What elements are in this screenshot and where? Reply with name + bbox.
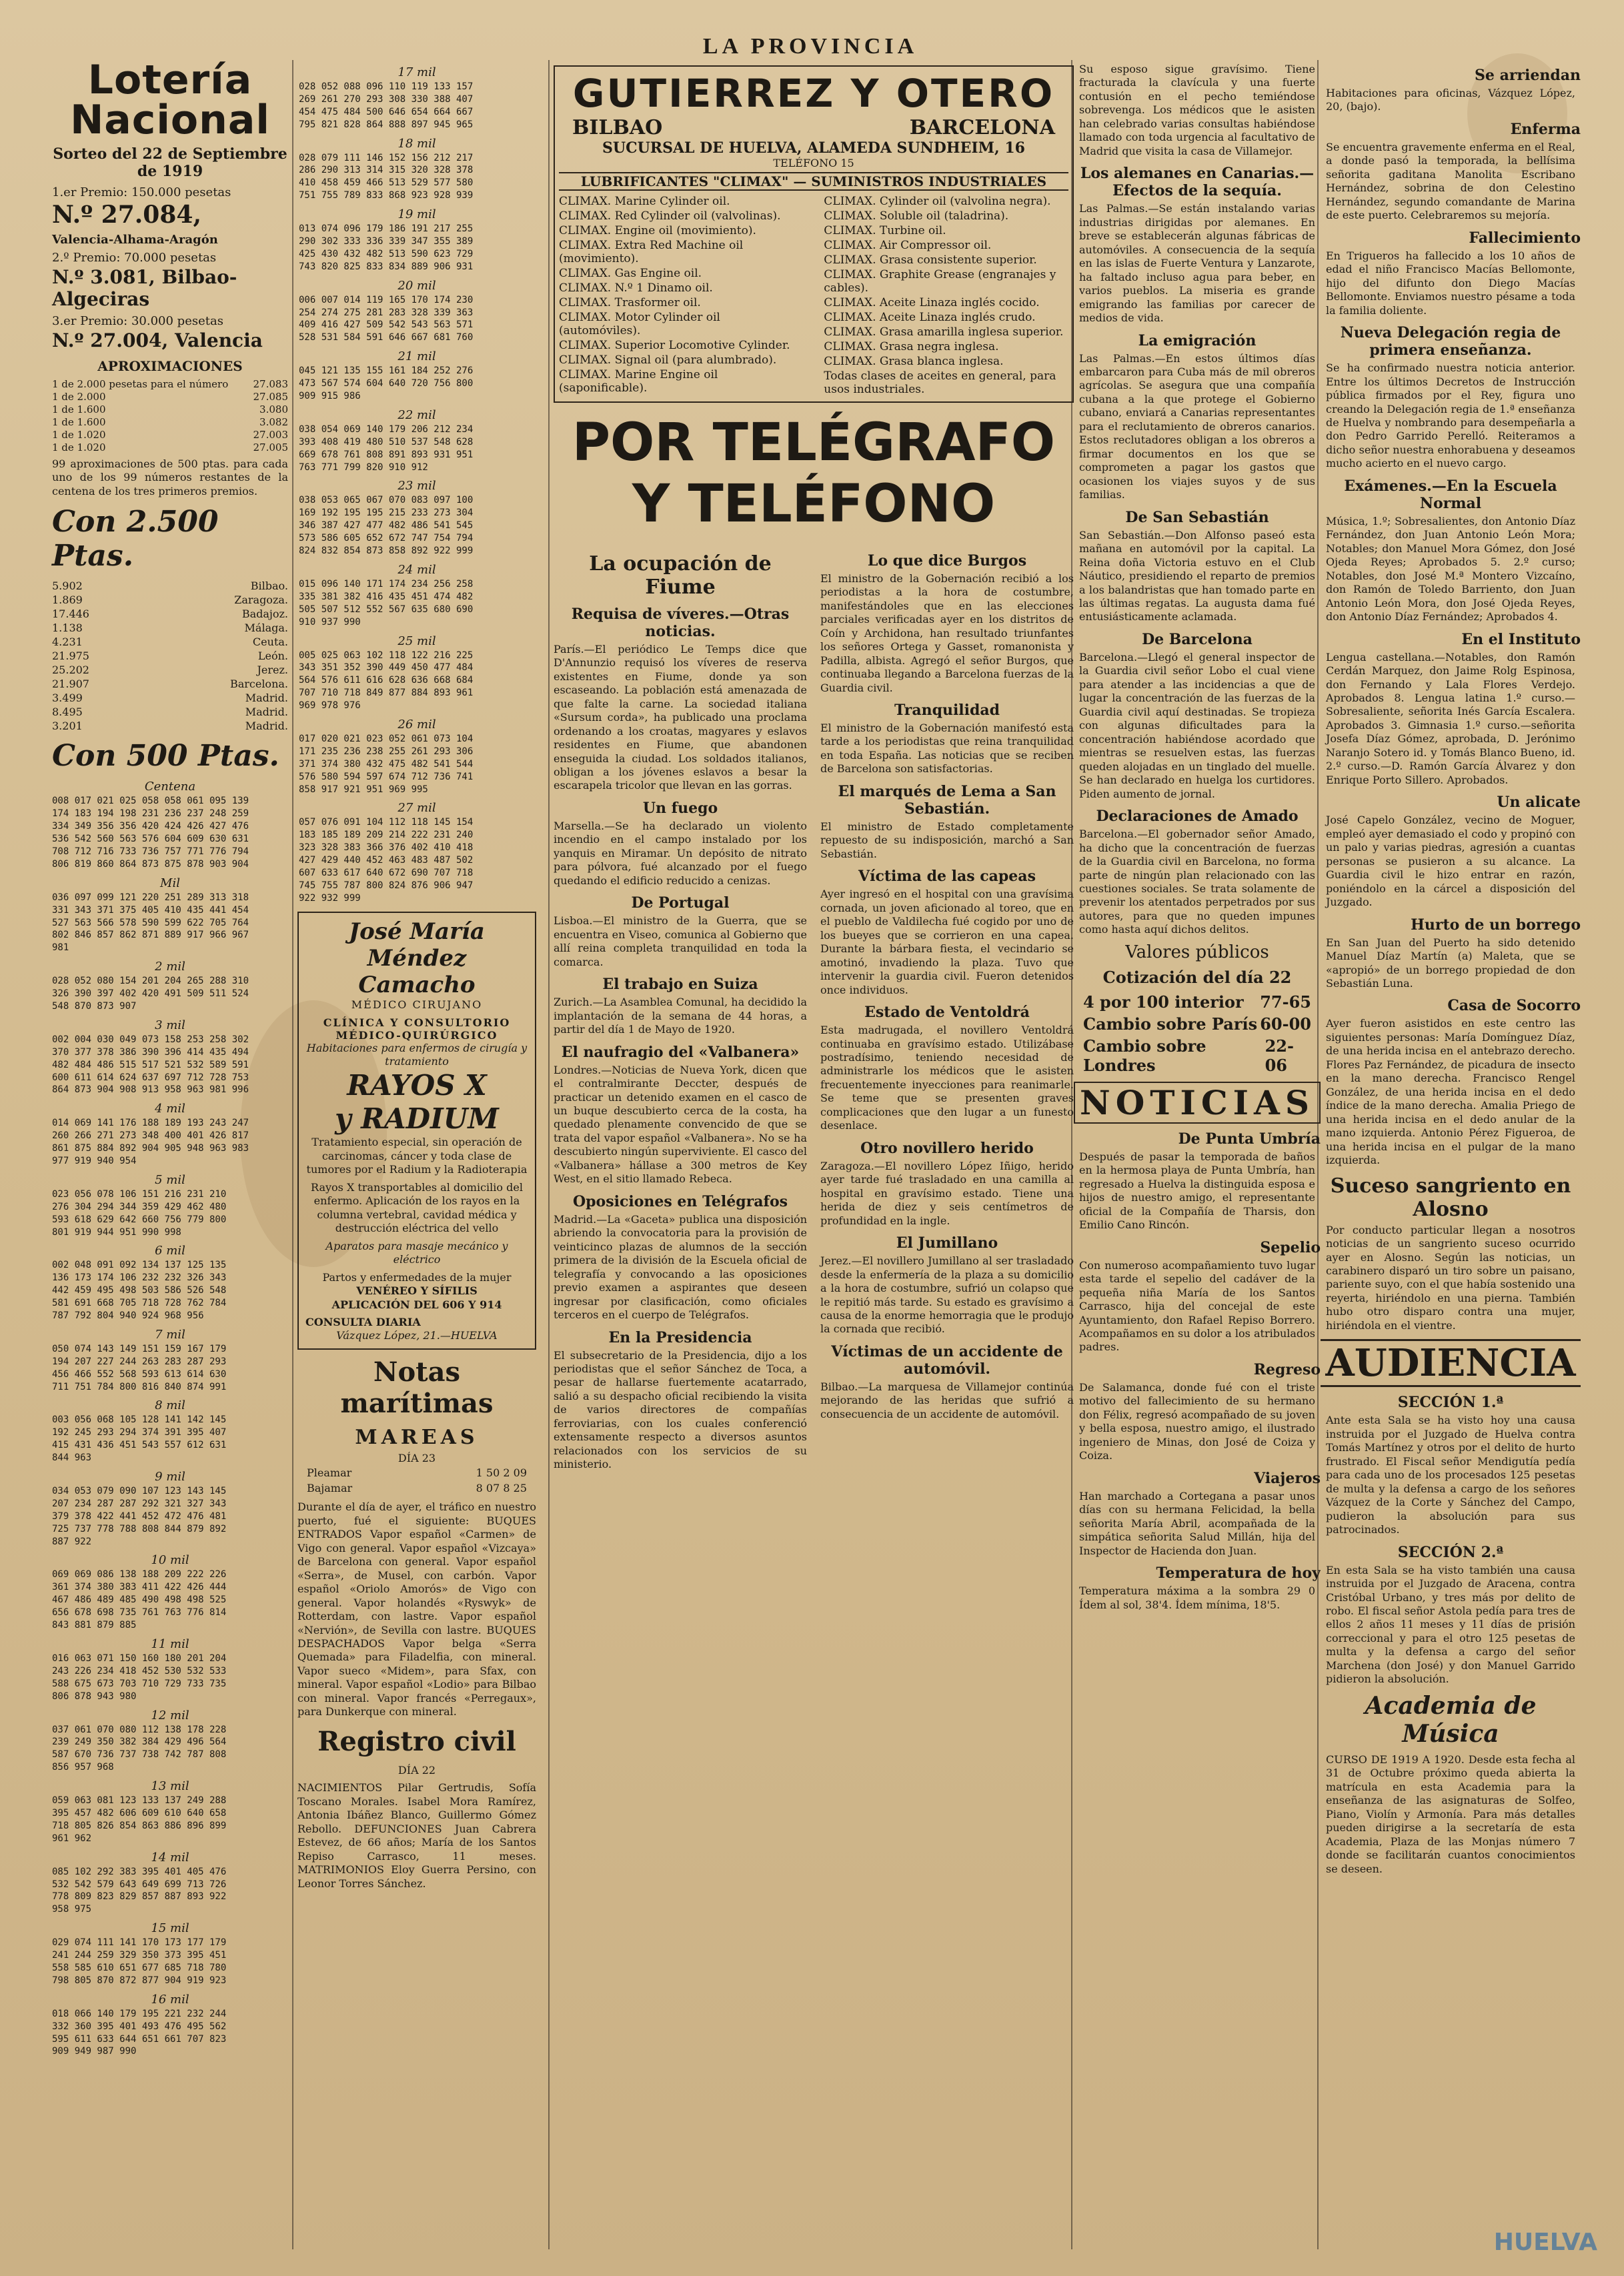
approx-label: 1 de 1.600 [52,416,106,428]
article-text: CURSO DE 1919 A 1920. Desde esta fecha al 31 de Octubre próximo queda abierta la matrícula en esta Academia para la enseñanza de las asignaturas de Solfeo, Piano, Violín y Armonía. Para más detalles pueden dirigirse a la secretaría de esta Academia, Plaza de las Monjas número 7 donde se facilitarán cuantos conocimientos se deseen. [1326,1753,1575,1875]
article-title: Suceso sangriento en Alosno [1330,1174,1571,1221]
first-prize-label: 1.er Premio: 150.000 pesetas [52,185,231,199]
rx-text-7: CONSULTA DIARIA [305,1315,421,1328]
city-name: Barcelona. [229,678,288,691]
number-block: 003 056 068 105 128 141 142 145 192 245 293 294 374 391 395 407 415 431 436 451 543 557 612 631 844 963 [52,1414,227,1464]
city-row [52,636,288,648]
registry-text: NACIMIENTOS Pilar Gertrudis, Sofía Toscano Morales. Isabel Mora Ramírez, Antonia Ibáñez Blanco, Guillermo Gómez Rebollo. DEFUNCIONES Juan Cabrera Estevez, de 66 años; María de los Santos Repiso Carrasco, 11 meses. MATRIMONIOS Eloy Guerra Persino, con Leonor Torres Sánchez. [297,1781,536,1890]
gutierrez-ad [554,65,1074,403]
article-title: Declaraciones de Amado [1096,808,1299,826]
lottery-title: Lotería Nacional [70,60,270,143]
approx-row [52,391,288,403]
article-title: Fallecimiento [1469,229,1581,247]
product-item: CLIMAX. Engine oil (movimiento). [559,224,756,237]
stock-value: 77-65 [1260,992,1311,1012]
approx-row [52,441,288,453]
city-row [52,650,288,662]
product-item: CLIMAX. Aceite Linaza inglés cocido. [824,296,1040,309]
pleamar-value: 1 50 2 09 [476,1466,527,1480]
city-name: Madrid. [245,720,288,733]
stock-row [1083,992,1311,1012]
approx-heading: APROXIMACIONES [97,358,243,374]
approx-label: 1 de 1.600 [52,403,106,415]
product-item: CLIMAX. Graphite Grease (engranajes y cables). [824,268,1056,295]
pleamar-label: Pleamar [307,1466,352,1480]
city-number: 25.202 [52,664,89,677]
product-item: CLIMAX. Marine Engine oil (saponificable). [559,368,718,395]
tides-heading: MAREAS [355,1425,479,1449]
article-title: Enferma [1510,120,1581,138]
city-number: 4.231 [52,636,83,649]
academia-heading: Academia de Música [1365,1691,1537,1748]
mil-heading: 9 mil [155,1470,185,1484]
article-title: Oposiciones en Telégrafos [572,1192,788,1210]
city-number: 1.869 [52,594,83,607]
rx-text-6: APLICACIÓN DEL 606 Y 914 [331,1298,502,1311]
article-text: París.—El periódico Le Temps dice que D'Annunzio requisó los víveres de reserva existentes en Fiume, donde ya son escaseando. La población está amenazada de que falte la carne. La sociedad italiana «Sursum corda», ha publicado una proclama ordenando a los croatas, magyares y eslavos residentes en Fiume, que abandonen enseguida la ciudad. Los soldados italianos, obligan a los jóvenes eslavos a besar la escarapela tricolor que llevan en las gorras. [554,642,807,792]
number-block: 005 025 063 102 118 122 216 225 343 351 352 390 449 450 477 484 564 576 611 616 628 636 668 684 707 710 718 849 877 884 893 961 969 978 976 [299,650,474,712]
article-title: Casa de Socorro [1447,997,1581,1015]
stock-row [1083,1014,1311,1034]
clinic-note: Habitaciones para enfermos de cirugía y tratamiento [306,1041,528,1068]
product-item: CLIMAX. Motor Cylinder oil (automóviles). [559,311,720,337]
city-name: Madrid. [245,692,288,705]
city-row [52,664,288,676]
city-name: Bilbao. [250,580,288,593]
third-prize-number: N.º 27.004, Valencia [52,329,263,351]
mil-heading: 18 mil [397,136,436,151]
mil-heading: 26 mil [397,717,436,732]
mil-heading: 17 mil [397,65,436,79]
con-2500-heading: Con 2.500 Ptas. [52,505,219,574]
approx-label: 1 de 1.020 [52,441,106,453]
archive-watermark: HUELVA [1493,2229,1597,2256]
article-text: En esta Sala se ha visto también una causa instruida por el Juzgado de Aracena, contra Cristóbal Urbano, y tres más por delito de robo. El fiscal señor Astola pedía para tres de ellos 2 años 11 meses y 11 días de prisión correccional y para el otro 125 pesetas de multa y la defensa a cargo del señor Marchena (don José) y don Manuel Garrido pidieron la absolución. [1326,1563,1575,1686]
article-text: San Sebastián.—Don Alfonso paseó esta mañana en automóvil por la capital. La Reina doña Victoria estuvo en el Club Náutico, presidiendo el reparto de premios a los balandristas que han tomado parte en las últimas regatas. La augusta dama fué entusiásticamente aclamada. [1079,528,1315,624]
city-name: Madrid. [245,706,288,719]
mil-heading: 3 mil [155,1018,185,1032]
number-block: 014 069 141 176 188 189 193 243 247 260 266 271 273 348 400 401 426 817 861 875 884 892 904 905 948 963 983 977 919 940 954 [52,1118,249,1166]
product-item: CLIMAX. N.º 1 Dinamo oil. [559,281,713,295]
mil-heading: 12 mil [151,1708,189,1723]
number-block: 038 054 069 140 179 206 212 234 393 408 419 480 510 537 548 628 669 678 761 808 891 893 931 951 763 771 799 820 910 912 [299,423,474,473]
column-lottery-cont [293,60,540,2249]
article-text: Lengua castellana.—Notables, don Ramón Cerdán Marquez, don Jaime Rolg Espinosa, don Fernando y Lala Flores Verdejo. Aprobados 8. Lengua latina 1.º curso.—Sobresaliente, señorita Inés García Escalera. Aprobados 3. Gimnasia 1.º curso.—señorita Josefa Díaz Gómez, aprobada, D. Jerónimo Naranjo Sotero id. y Tomás Blanco Bueno, id. 2.º curso.—D. Ramón García Álvarez y don Enrique Porto Sillero. Aprobados. [1326,650,1575,786]
city-number: 1.138 [52,622,83,635]
article-text: Habitaciones para oficinas, Vázquez López, 20, (bajo). [1326,87,1575,113]
company-name: GUTIERREZ Y OTERO [572,71,1055,116]
news-col-left [554,545,807,1472]
city-row [52,706,288,718]
city-name: Jerez. [257,664,288,677]
approx-row [52,378,288,390]
city-number: 3.201 [52,720,83,733]
mil-heading: 15 mil [151,1921,189,1936]
article-text: Música, 1.º; Sobresalientes, don Antonio Díaz Fernández, don Juan Antonio León Mora; Notables; don Manuel Mora Gómez, don José Ojeda Reyes; Aprobados 5. 2.º curso; Notables, don José M.ª Montero Vizcaíno, don Ramón de Toledo Barriento, don Juan Antonio León Mora, don José Ojeda Reyes, don Antonio Díaz Fernández; Aprobados 4. [1326,514,1575,624]
article-title: Temperatura de hoy [1156,1564,1321,1582]
product-item: CLIMAX. Aceite Linaza inglés crudo. [824,311,1036,324]
mil-heading: Mil [160,876,180,890]
product-item: CLIMAX. Cylinder oil (valvolina negra). [824,195,1051,208]
doctor-ad [297,912,536,1350]
article-text: Barcelona.—El gobernador señor Amado, ha dicho que la concentración de fuerzas de la Guardia civil en Barcelona, no forma parte de ningún plan relacionado con las cuestiones sociales. Se trata solamente de prevenir los atentados perpetrados por sus autores, para que no queden impunes como hasta aquí dichos delitos. [1079,828,1315,936]
city-left: BILBAO [572,116,663,139]
bajamar-label: Bajamar [307,1481,353,1494]
product-item: CLIMAX. Signal oil (para alumbrado). [559,353,777,367]
column-lottery [47,60,293,2249]
company-cities [559,116,1068,139]
product-item: CLIMAX. Gas Engine oil. [559,267,702,280]
number-block: 059 063 081 123 133 137 249 288 395 457 482 606 609 610 640 658 718 805 826 854 863 886 896 899 961 962 [52,1795,227,1844]
number-block: 008 017 021 025 058 058 061 095 139 174 183 194 198 231 236 237 248 259 334 349 356 356 420 424 426 427 476 536 542 560 563 576 604 609 630 631 708 712 716 733 736 757 771 776 794 806 819 860 864 873 875 878 903 904 [52,796,249,870]
article-text: Esta madrugada, el novillero Ventoldrá continuaba en gravísimo estado. Utilizábase postradísimo, teniendo necesidad de administrarle los médicos que le asisten frecuentemente inyecciones para reanimarle. Se teme que se presenten graves complicaciones que den lugar a un funesto desenlace. [820,1024,1074,1132]
article-text: Las Palmas.—Se están instalando varias industrias dirigidas por alemanes. En breve se establecerán algunas fábricas de automóviles. A consecuencia de la sequía en las islas de Fuerte Ventura y Lanzarote, ha faltado incluso agua para beber, en varios pueblos. La miseria es grande emigrando las familias por carecer de medios de vida. [1079,202,1315,325]
mil-heading: 22 mil [397,407,436,422]
telegraph-heading-2: Y TELÉFONO [632,473,996,534]
stock-value: 22-06 [1265,1036,1294,1075]
approx-number: 27.003 [253,429,288,441]
news-col-right [820,545,1074,1472]
first-prize-number: N.º 27.084, [52,201,201,229]
rayos-x-heading: RAYOS X [347,1068,487,1102]
article-title: Nueva Delegación regia de primera enseñanza. [1340,324,1561,359]
approx-number: 3.082 [259,416,288,428]
number-block: 036 097 099 121 220 251 289 313 318 331 343 371 375 405 410 435 441 454 527 563 566 578 590 599 622 705 764 802 846 857 862 871 889 917 966 967 981 [52,892,249,954]
article-text: En San Juan del Puerto ha sido detenido Manuel Díaz Martín (a) Maleta, que se «apropió» de un borrego propiedad de don Sebastián Luna. [1326,936,1575,990]
mil-heading: 14 mil [151,1850,189,1865]
number-block: 085 102 292 383 395 401 405 476 532 542 579 643 649 699 713 726 778 809 823 829 857 887 893 922 958 975 [52,1866,227,1915]
mil-heading: 8 mil [155,1398,185,1413]
stock-subheading: Cotización del día 22 [1102,967,1292,987]
number-block: 015 096 140 171 174 234 256 258 335 381 382 416 435 451 474 482 505 507 512 552 567 635 680 690 910 937 990 [299,578,474,628]
second-prize-number: N.º 3.081, Bilbao-Algeciras [52,266,237,310]
article-text: Las Palmas.—En estos últimos días embarcaron para Cuba más de mil obreros agrícolas. Se asegura que una compañía cubana a la que protege el Gobierno cubano, enviará a Canarias representantes para el reclutamiento de obreros canarios. Estos reclutadores obligan a los obreros a firmar documentos en los que se comprometen a pagar los gastos que ocasionen los viajes suyos y de sus familias. [1079,351,1315,501]
city-row [52,608,288,620]
section-heading: SECCIÓN 1.ª [1397,1394,1504,1412]
product-item: CLIMAX. Soluble oil (taladrina). [824,209,1009,223]
city-number: 3.499 [52,692,83,705]
approx-number: 27.005 [253,441,288,453]
city-name: Ceuta. [252,636,288,649]
approx-row [52,416,288,428]
noticias-heading: NOTICIAS [1074,1082,1321,1124]
city-row [52,580,288,592]
article-text: José Capelo González, vecino de Moguer, empleó ayer demasiado el codo y propinó con un palo y varias piedras, agresión a cuantas personas se pusieron a su alcance. La Guardia civil le hizo entrar en razón, poniéndolo en la cárcel a disposición del Juzgado. [1326,814,1575,909]
city-name: Badajoz. [241,608,288,621]
article-title: La emigración [1138,331,1257,349]
mil-heading: 2 mil [155,960,185,974]
city-row [52,622,288,634]
article-title: De Portugal [631,894,730,912]
mil-heading: 6 mil [155,1244,185,1258]
number-block: 050 074 143 149 151 159 167 179 194 207 227 244 263 283 287 293 456 466 552 568 593 613 614 630 711 751 784 800 816 840 874 991 [52,1343,227,1392]
rx-address: Vázquez López, 21.—HUELVA [336,1329,498,1342]
article-text: Madrid.—La «Gaceta» publica una disposición abriendo la convocatoria para la provisión de veinticinco plazas de alumnos de la sección primera de la división de la Escuela oficial de telegrafía y convocando a las oposiciones previo examen a aspirantes que deseen ingresar por clasificación, como oficiales terceros en el cuerpo de Telégrafos. [554,1212,807,1322]
registry-heading: Registro civil [317,1725,516,1757]
article-text: Con numeroso acompañamiento tuvo lugar esta tarde el sepelio del cadáver de la pequeña niña María de los Santos Carrasco, hija del concejal de este Ayuntamiento, don Rafael Repiso Borrero. Acompañamos en su dolor a los atribulados padres. [1079,1258,1315,1354]
tides-day: DÍA 23 [397,1451,436,1464]
article-title: El marqués de Lema a San Sebastián. [838,782,1056,818]
number-block: 002 004 030 049 073 158 253 258 302 370 377 378 386 390 396 414 435 494 482 484 486 515 517 521 532 589 591 600 611 614 624 637 697 712 728 753 864 873 904 908 913 958 963 981 996 [52,1034,249,1096]
article-text: Londres.—Noticias de Nueva York, dicen que el contralmirante Deccter, después de practicar un detenido examen en el casco de un buque descubierto cerca de la costa, ha quedado plenamente convencido de que se trata del vapor español «Valbanera». No se ha descubierto ningún superviviente. El casco del «Valbanera» hállase a 300 metros de Key West, en el sitio llamado Rebeca. [554,1063,807,1186]
city-name: León. [257,650,288,663]
article-text: El ministro de la Gobernación manifestó esta tarde a los periodistas que reina tranquilidad en toda España. Las noticias que se reciben de Barcelona son satisfactorias. [820,722,1074,776]
product-item: CLIMAX. Extra Red Machine oil (movimiento). [559,239,744,265]
approx-row [52,403,288,415]
article-text: Temperatura máxima a la sombra 29 0 Ídem al sol, 38'4. Ídem mínima, 18'5. [1079,1584,1315,1611]
city-number: 21.975 [52,650,89,663]
stock-row [1083,1036,1311,1075]
article-text: Se encuentra gravemente enferma en el Real, a donde pasó la temporada, la bellísima señorita gaditana Manolita Escribano Hernández, sobrina de don Celestino Hernández, segundo comandante de Marina de este puerto. Celebraremos su mejoría. [1326,140,1575,222]
column-local [1321,60,1581,2249]
article-text: Ayer ingresó en el hospital con una gravísima cornada, un joven aficionado al toreo, que en el pueblo de Valdilecha fué cogido por uno de los bueyes que se corrieron en una capea. Durante la bárbara fiesta, el vecindario se amotinó, invadiendo la plaza. Tuvo que intervenir la guardia civil. Fueron detenidos once individuos. [820,888,1074,996]
clinic-name: CLÍNICA Y CONSULTORIO MÉDICO-QUIRÚRGICO [323,1016,511,1042]
product-item: CLIMAX. Grasa blanca inglesa. [824,355,1004,368]
mil-heading: 13 mil [151,1779,189,1794]
rx-text: Tratamiento especial, sin operación de carcinomas, cáncer y toda clase de tumores por el Radium y la Radioterapia [306,1136,528,1176]
maritime-text: Durante el día de ayer, el tráfico en nuestro puerto, fué el siguiente: BUQUES ENTRADOS Vapor español «Carmen» de Vigo con general. Vapor español «Vizcaya» de Barcelona con general. Vapor español «Serra», de Musel, con carbón. Vapor español «Oriolo Amorós» de Vigo con general. Vapor holandés «Ryswyk» de Rotterdam, con lastre. Vapor español «Nervión», de Sevilla con lastre. BUQUES DESPACHADOS Vapor belga «Serra Quemada» para Filadelfia, con mineral. Vapor sueco «Midem», para Sfax, con mineral. Vapor español «Lodio» para Bilbao con mineral. Vapor francés «Perregaux», para Dunkerque con mineral. [297,1500,536,1719]
stock-label: Cambio sobre Londres [1083,1036,1206,1075]
stock-heading: Valores públicos [1125,942,1269,962]
number-block: 006 007 014 119 165 170 174 230 254 274 275 281 283 328 339 363 409 416 427 509 542 543 563 571 528 531 584 591 646 667 681 760 [299,294,474,343]
approx-label: 1 de 2.000 [52,391,106,403]
doctor-title: MÉDICO CIRUJANO [351,998,483,1011]
pleamar-row [307,1466,527,1480]
radium-heading: y RADIUM [335,1102,499,1135]
stock-label: Cambio sobre París [1083,1014,1258,1034]
number-block: 028 052 080 154 201 204 265 288 310 326 390 397 402 420 491 509 511 524 548 870 873 907 [52,976,249,1012]
city-number: 21.907 [52,678,89,691]
newspaper-name: LA PROVINCIA [702,34,918,59]
mil-heading: 24 mil [397,562,436,577]
article-title: Regreso [1253,1360,1321,1378]
city-right: BARCELONA [909,116,1055,139]
third-prize-label: 3.er Premio: 30.000 pesetas [52,314,223,328]
mil-heading: 5 mil [155,1172,185,1187]
article-title: El Jumillano [896,1234,998,1252]
product-item: Todas clases de aceites en general, para usos industriales. [824,369,1056,396]
doctor-name: José María Méndez Camacho [349,918,485,998]
mil-heading: 19 mil [397,207,436,222]
article-text: Bilbao.—La marquesa de Villamejor continúa mejorando de las heridas que sufrió a consecuencia de un accidente de automóvil. [820,1380,1074,1420]
article-title: Hurto de un borrego [1411,916,1581,934]
con-500-heading: Con 500 Ptas. [52,739,279,774]
article-title: El naufragio del «Valbanera» [561,1043,800,1061]
article-text: Zurich.—La Asamblea Comunal, ha decidido la implantación de la semana de 44 horas, a partir del día 1 de Mayo de 1920. [554,996,807,1036]
number-block: 028 079 111 146 152 156 212 217 286 290 313 314 315 320 328 378 410 458 459 466 513 529 577 580 751 755 789 833 868 923 928 939 [299,152,474,201]
lottery-draw-date: Sorteo del 22 de Septiembre de 1919 [53,145,287,180]
article-title: El trabajo en Suiza [602,976,758,994]
city-row [52,720,288,732]
city-number: 17.446 [52,608,89,621]
number-block: 016 063 071 150 160 180 201 204 243 226 234 418 452 530 532 533 588 675 673 703 710 729 733 735 806 878 943 980 [52,1652,227,1702]
article-title: Estado de Ventoldrá [864,1004,1030,1022]
stock-label: 4 por 100 interior [1083,992,1244,1012]
mil-heading: 16 mil [151,1992,189,2007]
company-phone: TELÉFONO 15 [773,157,854,169]
mil-heading: 21 mil [397,349,436,364]
article-title: Un fuego [642,799,718,817]
mil-heading: 4 mil [155,1102,185,1116]
article-title: Sepelio [1260,1238,1321,1256]
cities-list [47,580,293,732]
article-text: Lisboa.—El ministro de la Guerra, que se encuentra en Viseo, comunica al Gobierno que allí reina completa tranquilidad en toda la comarca. [554,914,807,968]
article-text: Barcelona.—Llegó el general inspector de la Guardia civil señor Lobo el cual viene para atender a las incidencias a que de lugar la concentración de las fuerzas de la Guardia civil aquí destinadas. Se tropieza con algunas dificultades para la concentración habiéndose acordado que mientras se resuelven estas, las fuerzas queden alojadas en un tinglado del muelle. Se han declarado en huelga los curtidores. Piden aumento de jornal. [1079,650,1315,800]
number-block: 037 061 070 080 112 138 178 228 239 249 350 382 384 429 496 564 587 670 736 737 738 742 787 808 856 957 968 [52,1724,227,1773]
article-text: Jerez.—El novillero Jumillano al ser trasladado desde la enfermería de la plaza a su domicilio a la hora de costumbre, sufrió un colapso que le repitió más tarde. Su estado es gravísimo a causa de la enorme hemorragia que le produjo la cornada que recibió. [820,1254,1074,1336]
approx-label: 1 de 1.020 [52,429,106,441]
bajamar-value: 8 07 8 25 [476,1481,527,1494]
rx-text-2: Rayos X transportables al domicilio del enfermo. Aplicación de los rayos en la columna vertebral, cavidad médica y destrucción eléctrica del vello [311,1180,523,1235]
number-block: 069 069 086 138 188 209 222 226 361 374 380 383 411 422 426 444 467 486 489 485 490 498 498 525 656 678 698 735 761 763 776 814 843 881 879 885 [52,1569,227,1631]
product-item: CLIMAX. Grasa negra inglesa. [824,340,999,353]
audiencia-heading: AUDIENCIA [1321,1339,1581,1387]
stock-value: 60-00 [1260,1014,1311,1034]
article-text: El subsecretario de la Presidencia, dijo a los periodistas que el señor Sánchez de Toca, a pesar de hallarse fuertemente acatarrado, salió a su despacho oficial recibiendo la visita de varios directores de compañías ferroviarias, con los cuales conferenció extensamente respecto a diversos asuntos relacionados con los servicios de su ministerio. [554,1348,807,1471]
number-block: 045 121 135 155 161 184 252 276 473 567 574 604 640 720 756 800 909 915 986 [299,365,474,402]
rx-text-4: Partos y enfermedades de la mujer [322,1270,512,1284]
article-text: Han marchado a Cortegana a pasar unos días con su hermana Felicidad, la bella señorita María Abril, acompañada de la simpática señorita Salud Millán, hija del Inspector de Hacienda don Juan. [1079,1489,1315,1557]
article-text: De Salamanca, donde fué con el triste motivo del fallecimiento de su hermano don Félix, regresó acompañado de su joven y bella esposa, nuestro amigo, el ilustrado ingeniero de Minas, don José de Coiza y Coiza. [1079,1380,1315,1462]
article-title: Los alemanes en Canarias.—Efectos de la sequía. [1080,165,1315,200]
mil-heading: 10 mil [151,1553,189,1568]
number-block: 023 056 078 106 151 216 231 210 276 304 294 344 359 429 462 480 593 618 629 642 660 756 779 800 801 919 944 951 990 998 [52,1188,227,1238]
bajamar-row [307,1482,527,1495]
article-title: Lo que dice Burgos [867,551,1027,570]
city-name: Zaragoza. [234,594,288,607]
mil-heading: 20 mil [397,278,436,293]
registry-day: DÍA 22 [397,1763,436,1777]
second-prize-label: 2.º Premio: 70.000 pesetas [52,251,217,265]
article-text: En Trigueros ha fallecido a los 10 años de edad el niño Francisco Macías Bellomonte, hijo del difunto don Diego Macías Bellomonte. Enviamos nuestro pésame a toda la familia doliente. [1326,249,1575,317]
column-rule [548,60,550,2249]
city-row [52,594,288,606]
article-title: En el Instituto [1461,630,1581,648]
article-title: De San Sebastián [1125,508,1269,526]
branch-address: SUCURSAL DE HUELVA, ALAMEDA SUNDHEIM, 16 [602,139,1025,157]
article-title: Exámenes.—En la Escuela Normal [1344,477,1557,512]
rx-text-5: VENÉREO Y SÍFILIS [356,1284,478,1298]
number-block: 002 048 091 092 134 137 125 135 136 173 174 106 232 232 326 343 442 459 495 498 503 586 526 548 581 691 668 705 718 728 762 784 787 792 804 940 924 968 956 [52,1260,227,1322]
article-text: Ante esta Sala se ha visto hoy una causa instruida por el Juzgado de Huelva contra Tomás Martínez y otros por el delito de hurto frustrado. El Fiscal señor Mendigutía pedía para cada uno de los procesados 125 pesetas de multa y la defensa a cargo de los señores Vázquez de la Corte y Sánchez del Campo, pudieron la absolución para sus patrocinados. [1326,1414,1575,1536]
article-text: Por conducto particular llegan a nosotros noticias de un sangriento suceso ocurrido ayer en Alosno. Según las noticias, un carabinero disparó un tiro sobre un paisano, pariente suyo, con el que había sostenido una reyerta, hiriéndolo en una pierna. También hubo otro disparo contra una mujer, hiriéndola en el vientre. [1326,1223,1575,1332]
article-subtitle: Requisa de víveres.—Otras noticias. [571,605,790,640]
approx-note: 99 aproximaciones de 500 ptas. para cada uno de los 99 números restantes de la centena de los tres primeros premios. [52,457,288,497]
mil-heading: 11 mil [151,1636,189,1651]
products-right [824,193,1068,397]
article-text: Zaragoza.—El novillero López Iñigo, herido ayer tarde fué trasladado en una camilla al hospital en gravísimo estado. Tiene una herida de diez y seis centímetros de profundidad en la ingle. [820,1159,1074,1227]
city-row [52,692,288,704]
products-list [559,193,1068,397]
stock-table [1074,992,1321,1075]
product-item: CLIMAX. Superior Locomotive Cylinder. [559,339,790,352]
products-left [559,193,804,397]
lubricants-line: LUBRIFICANTES "CLIMAX" — SUMINISTROS INDUSTRIALES [559,172,1068,191]
article-title: De Punta Umbría [1178,1130,1321,1148]
mil-heading: 27 mil [397,801,436,816]
article-text: Su esposo sigue gravísimo. Tiene fracturada la clavícula y una fuerte contusión en el pecho temiéndose sobrevenga. Los médicos que le asisten han celebrado varias consultas habiéndose llamado con toda urgencia al facultativo de Madrid que visita la casa de Villamejor. [1079,63,1315,157]
article-text: Después de pasar la temporada de baños en la hermosa playa de Punta Umbría, han regresado a Huelva la distinguida esposa e hijos de nuestro amigo, el representante oficial de la Compañía de Tharsis, don Emilio Cano Rincón. [1079,1150,1315,1232]
number-block: 013 074 096 179 186 191 217 255 290 302 333 336 339 347 355 389 425 430 432 482 513 590 623 729 743 820 825 833 834 889 906 931 [299,223,474,272]
product-item: CLIMAX. Turbine oil. [824,224,946,237]
product-item: CLIMAX. Grasa consistente superior. [824,253,1037,267]
product-item: CLIMAX. Air Compressor oil. [824,239,992,252]
maritime-heading: Notas marítimas [340,1356,494,1419]
article-text: Marsella.—Se ha declarado un violento incendio en el campo instalado por los yanquis en Miramar. Un depósito de nitrato para pólvora, fué alcanzado por el fuego quedando el edificio reducido a cenizas. [554,819,807,887]
number-block: 038 053 065 067 070 083 097 100 169 192 195 195 215 233 273 304 346 387 427 477 482 486 541 545 573 586 605 652 672 747 754 794 824 832 854 873 858 892 922 999 [299,495,474,557]
number-block: 018 066 140 179 195 221 232 244 332 360 395 401 493 476 495 562 595 611 633 644 651 661 707 823 909 949 987 990 [52,2008,227,2057]
city-name: Málaga. [244,622,288,635]
article-title: Viajeros [1254,1469,1321,1487]
article-title: Víctimas de un accidente de automóvil. [831,1342,1063,1378]
approx-number: 27.083 [253,378,288,390]
product-item: CLIMAX. Trasformer oil. [559,296,701,309]
centena-heading: Centena [144,780,196,794]
article-text: El ministro de la Gobernación recibió a los periodistas a la hora de costumbre, manifestándoles que en las elecciones parciales verificadas ayer en los distritos de Coín y Archidona, han resultado triunfantes los señores Ortega y Gasset, romanonista y Padilla, albista. Agregó el señor Burgos, que continuaba llegando a Barcelona fuerzas de la Guardia civil. [820,572,1074,694]
article-title: Otro novillero herido [860,1139,1034,1157]
news-columns [554,545,1074,1472]
column-news [1074,60,1321,2249]
article-title: Un alicate [1497,794,1581,812]
number-block: 028 052 088 096 110 119 133 157 269 261 270 293 308 330 388 407 454 475 484 500 646 654 664 667 795 821 828 864 888 897 945 965 [299,81,474,130]
number-block: 029 074 111 141 170 173 177 179 241 244 259 329 350 373 395 451 558 585 610 651 677 685 718 780 798 805 870 872 877 904 919 923 [52,1937,227,1986]
approx-number: 3.080 [259,403,288,415]
product-item: CLIMAX. Grasa amarilla inglesa superior. [824,325,1064,339]
telegraph-heading-1: POR TELÉGRAFO [572,413,1056,473]
mil-heading: 7 mil [155,1327,185,1342]
city-number: 5.902 [52,580,83,593]
article-title: En la Presidencia [608,1328,752,1346]
approx-row [52,429,288,441]
product-item: CLIMAX. Red Cylinder oil (valvolinas). [559,209,781,223]
city-row [52,678,288,690]
approx-number: 27.085 [253,391,288,403]
number-block: 057 076 091 104 112 118 145 154 183 185 189 209 214 222 231 240 323 328 383 366 376 402 410 418 427 429 440 452 463 483 487 502 607 633 617 640 672 690 707 718 745 755 787 800 824 876 906 947 922 932 999 [299,817,474,904]
approx-label: 1 de 2.000 pesetas para el número [52,378,229,390]
approx-list [47,378,293,453]
article-title: Se arriendan [1475,67,1581,84]
article-title: La ocupación de Fiume [589,551,772,599]
number-block: 017 020 021 023 052 061 073 104 171 235 236 238 255 261 293 306 371 374 380 432 475 482 541 544 576 580 594 597 674 712 736 741 858 917 921 951 969 995 [299,733,474,795]
rx-text-3: Aparatos para masaje mecánico y eléctrico [325,1239,508,1266]
article-text: El ministro de Estado completamente repuesto de su indisposición, marchó a San Sebastián. [820,820,1074,860]
article-title: De Barcelona [1142,630,1253,648]
product-item: CLIMAX. Marine Cylinder oil. [559,195,730,208]
article-title: Tranquilidad [894,702,1000,719]
first-prize-city: Valencia-Alhama-Aragón [52,233,218,247]
city-number: 8.495 [52,706,83,719]
number-block: 034 053 079 090 107 123 143 145 207 234 287 287 292 321 327 343 379 378 422 441 452 472 476 481 725 737 778 788 808 844 879 892 887 922 [52,1486,227,1547]
mil-heading: 23 mil [397,479,436,493]
mil-heading: 25 mil [397,634,436,648]
article-text: Se ha confirmado nuestra noticia anterior. Entre los últimos Decretos de Instrucción pública firmados por el Rey, figura uno creando la Delegación regia de 1.ª enseñanza de Huelva y nombrando para desempeñarla a don Pedro Garrido Perelló. Reiteramos a dicho señor nuestra enhorabuena y deseamos mucho acierto en el nuevo cargo. [1326,361,1575,470]
column-telegraph [554,60,1074,2249]
section-heading: SECCIÓN 2.ª [1397,1543,1504,1561]
article-text: Ayer fueron asistidos en este centro las siguientes personas: María Domínguez Díaz, de una herida incisa en el antebrazo derecho. Flores Paz Fernández, de picadura de insecto en la mano derecha. Francisco Rengel González, de una herida incisa en el dedo índice de la mano derecha. Amalia Priego de una herida incisa en el dedo anular de la mano izquierda. Antonio Pérez Figueroa, de una herida incisa en el pulgar de la mano izquierda. [1326,1017,1575,1167]
article-title: Víctima de las capeas [858,868,1036,886]
